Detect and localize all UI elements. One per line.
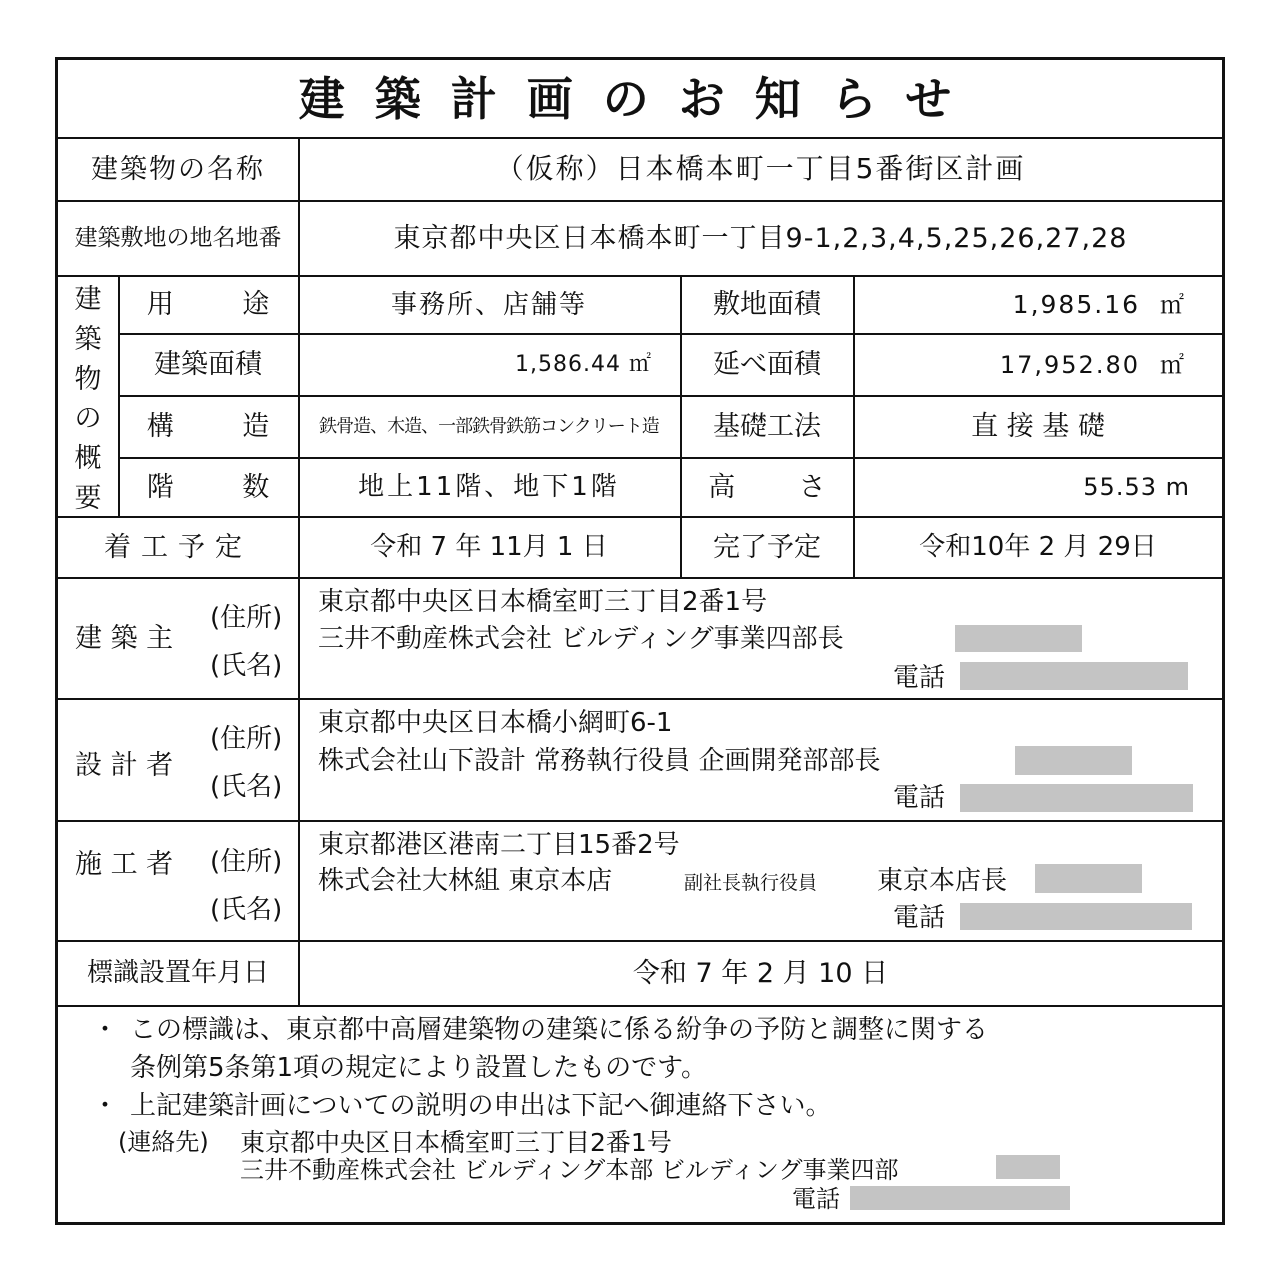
- use-label: 用 途: [146, 289, 270, 320]
- contractor-address: 東京都港区港南二丁目15番2号: [318, 830, 680, 860]
- owner-address: 東京都中央区日本橋室町三丁目2番1号: [318, 587, 768, 617]
- floor-area-unit: ㎡: [1160, 350, 1184, 379]
- contact-name: 三井不動産株式会社 ビルディング本部 ビルディング事業四部: [240, 1156, 899, 1184]
- owner-address-label: (住所): [210, 603, 283, 633]
- owner-label: 建 築 主: [75, 622, 174, 654]
- contractor-address-label: (住所): [210, 847, 283, 877]
- contractor-name-label: (氏名): [210, 895, 283, 925]
- designer-address: 東京都中央区日本橋小網町6-1: [318, 708, 673, 738]
- site-area-value: 1,985.16: [1012, 290, 1140, 319]
- overview-label-char: 概: [74, 443, 102, 475]
- structure-label: 構 造: [146, 411, 270, 442]
- site-area-unit: ㎡: [1160, 290, 1184, 319]
- overview-label-char: 築: [74, 323, 102, 355]
- contractor-branch-title: 東京本店長: [877, 866, 1008, 896]
- contractor-phone-label: 電話: [893, 903, 946, 933]
- contractor-label: 施 工 者: [75, 848, 174, 880]
- designer-label: 設 計 者: [75, 749, 174, 781]
- designer-name: 株式会社山下設計 常務執行役員 企画開発部部長: [318, 746, 881, 776]
- owner-name-redaction: [955, 625, 1082, 652]
- height-label: 高 さ: [708, 471, 826, 503]
- contractor-name: 株式会社大林組 東京本店: [318, 866, 613, 896]
- designer-phone-redaction: [960, 784, 1193, 812]
- building-area-label: 建築面積: [154, 349, 262, 380]
- rule-date: [57, 1005, 1223, 1007]
- overview-label-char: 建: [74, 284, 102, 315]
- end-value: 令和10年 2 月 29日: [919, 532, 1157, 562]
- contact-label: (連絡先): [118, 1128, 209, 1156]
- building-area-value: 1,586.44 ㎡: [515, 351, 652, 377]
- contact-address: 東京都中央区日本橋室町三丁目2番1号: [240, 1127, 672, 1157]
- posting-date-label: 標識設置年月日: [86, 958, 269, 988]
- contact-name-redaction: [996, 1155, 1060, 1179]
- note-line-3: 上記建築計画についての説明の申出は下記へ御連絡下さい。: [130, 1091, 832, 1121]
- end-label: 完了予定: [713, 531, 821, 563]
- foundation-label: 基礎工法: [713, 411, 821, 442]
- designer-address-label: (住所): [210, 724, 283, 754]
- floor-area-value: 17,952.80: [999, 350, 1140, 379]
- foundation-value: 直 接 基 礎: [971, 411, 1105, 442]
- rule-schedule: [57, 577, 1223, 579]
- height-value: 55.53 m: [1083, 473, 1190, 501]
- rule-owner: [57, 698, 1223, 700]
- owner-name-label: (氏名): [210, 651, 283, 681]
- rule-designer: [57, 820, 1223, 822]
- owner-phone-redaction: [960, 662, 1188, 690]
- floors-value: 地上11階、地下1階: [358, 472, 620, 502]
- overview-label: [60, 286, 116, 512]
- use-value: 事務所、店舗等: [390, 289, 587, 320]
- designer-name-label: (氏名): [210, 772, 283, 802]
- contractor-phone-redaction: [960, 903, 1192, 930]
- page-title: 建築計画のお知らせ: [298, 72, 982, 126]
- overview-label-char: の: [74, 403, 102, 435]
- structure-value: 鉄骨造、木造、一部鉄骨鉄筋コンクリート造: [319, 415, 659, 437]
- start-value: 令和 7 年 11月 1 日: [370, 532, 608, 562]
- contact-phone-redaction: [850, 1186, 1070, 1210]
- overview-label-char: 要: [74, 482, 102, 514]
- note-bullet: ・: [92, 1015, 119, 1045]
- site-label: 建築敷地の地名地番: [74, 224, 282, 251]
- contractor-name-redaction: [1035, 864, 1142, 893]
- overview-label-char: 物: [74, 363, 102, 395]
- contact-phone-label: 電話: [792, 1185, 840, 1213]
- owner-name: 三井不動産株式会社 ビルディング事業四部長: [318, 624, 844, 654]
- note-line-2: 条例第5条第1項の規定により設置したものです。: [130, 1053, 708, 1083]
- designer-name-redaction: [1015, 746, 1132, 775]
- note-bullet: ・: [92, 1091, 119, 1121]
- start-label: 着工予定: [104, 531, 252, 563]
- designer-phone-label: 電話: [893, 783, 946, 813]
- floor-area-label: 延べ面積: [713, 349, 821, 380]
- note-line-1: この標識は、東京都中高層建築物の建築に係る紛争の予防と調整に関する: [130, 1015, 989, 1045]
- site-area-label: 敷地面積: [713, 289, 821, 320]
- site-value: 東京都中央区日本橋本町一丁目9-1,2,3,4,5,25,26,27,28: [393, 222, 1128, 254]
- posting-date-value: 令和 7 年 2 月 10 日: [632, 957, 889, 989]
- owner-phone-label: 電話: [893, 663, 946, 693]
- building-name-value: （仮称）日本橋本町一丁目5番街区計画: [495, 152, 1026, 185]
- floors-label: 階 数: [146, 471, 270, 503]
- building-name-label: 建築物の名称: [91, 153, 265, 185]
- contractor-title: 副社長執行役員: [684, 871, 818, 894]
